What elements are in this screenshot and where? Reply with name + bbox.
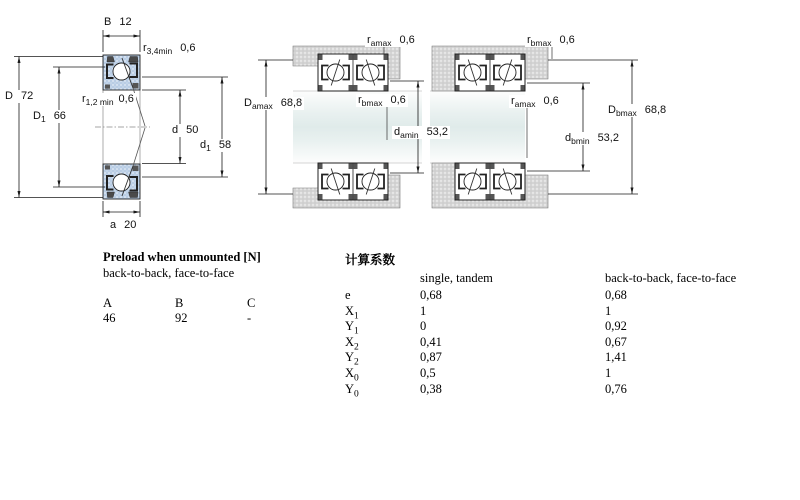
preload-col-header-B: B xyxy=(175,296,184,310)
dim-label-d: d 50 xyxy=(172,124,199,136)
dim-label-r34min: $r_{3,4min}$ 0,6 xyxy=(143,42,196,57)
preload-col-header-C: C xyxy=(247,296,256,310)
factors-col1-header: single, tandem xyxy=(420,271,493,285)
preload-value-A: 46 xyxy=(103,311,116,325)
dim-label-dbmin: $d_{bmin}$ 53,2 xyxy=(565,132,619,147)
preload-table-subtitle: back-to-back, face-to-face xyxy=(103,266,235,280)
dim-label-ramax-right: $r_{amax}$ 0,6 xyxy=(511,95,559,110)
calculation-factors-table: 计算系数 single, tandem back-to-back, face-to-face e 0,68 0,68 $X_1$ 1 1 $Y_1$ 0 0,92 $X_2$ 0,41 0,67 $Y_2$ 0,87 1,41 $X_0$ 0,5 1 $Y_0$ 0,38 0,76 xyxy=(343,250,783,410)
dim-label-rbmax-right: $r_{bmax}$ 0,6 xyxy=(527,34,575,49)
dim-label-ramax-middle: $r_{amax}$ 0,6 xyxy=(367,34,415,49)
dim-label-D1: $D_1$ 66 xyxy=(33,110,66,125)
dim-label-D: D 72 xyxy=(5,90,34,102)
factors-col2-header: back-to-back, face-to-face xyxy=(605,271,737,285)
preload-table xyxy=(103,250,333,330)
dim-label-a: a 20 xyxy=(110,219,137,231)
dim-label-rbmax-middle: $r_{bmax}$ 0,6 xyxy=(358,94,406,109)
preload-col-header-A: A xyxy=(103,296,113,310)
preload-value-C: - xyxy=(247,311,252,325)
dim-label-d1: $d_1$ 58 xyxy=(200,139,232,154)
dim-label-damin: $d_{amin}$ 53,2 xyxy=(394,126,448,141)
factors-table-title: 计算系数 xyxy=(345,253,396,267)
preload-table-title: Preload when unmounted [N] xyxy=(103,250,261,264)
dim-label-r12min: $r_{1,2 min}$ 0,6 xyxy=(82,93,134,108)
dim-label-Damax: $D_{amax}$ 68,8 xyxy=(244,97,303,112)
preload-value-B: 92 xyxy=(175,311,188,325)
single-bearing-cross-section xyxy=(95,55,150,199)
dim-label-Dbmax: $D_{bmax}$ 68,8 xyxy=(608,104,667,119)
dim-label-B: B 12 xyxy=(104,16,132,28)
